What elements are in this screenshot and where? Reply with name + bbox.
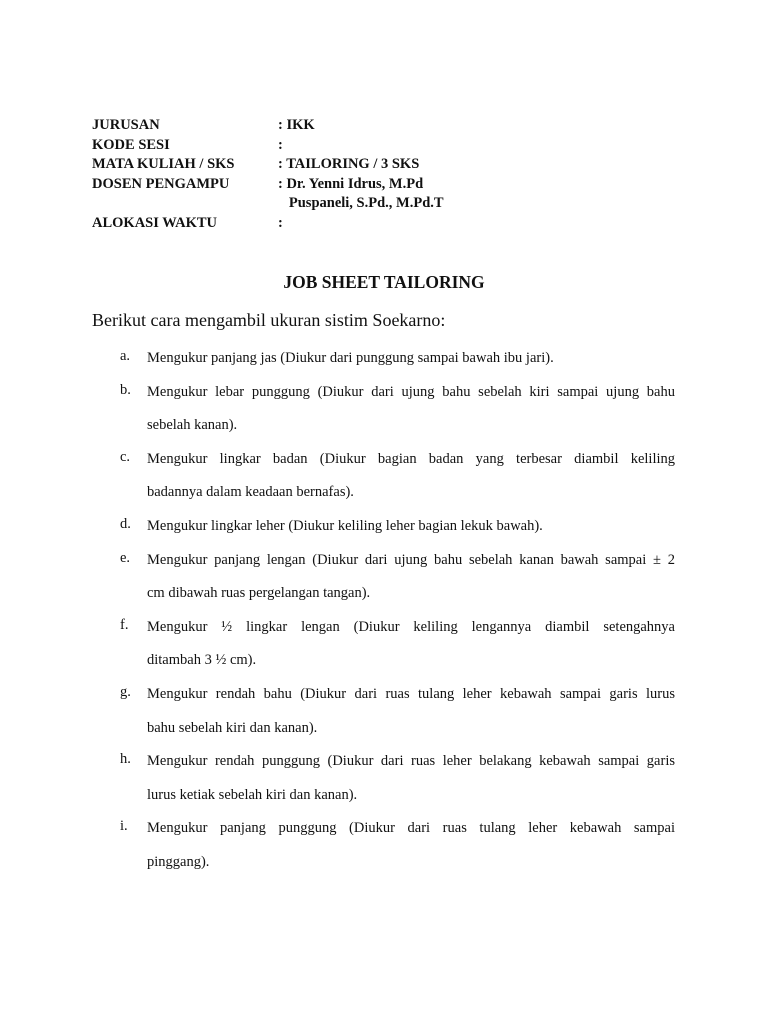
- list-item: [120, 382, 675, 449]
- list-item: [120, 348, 675, 382]
- list-item: [120, 617, 675, 684]
- header-row: [92, 175, 444, 195]
- header-label: ALOKASI WAKTU: [92, 214, 218, 231]
- list-item: [120, 818, 675, 885]
- header-label: MATA KULIAH / SKS: [92, 156, 235, 172]
- header-value: :: [278, 136, 283, 153]
- header-row: [92, 136, 444, 156]
- header-row: [92, 155, 444, 175]
- header-label: [92, 194, 278, 214]
- list-marker: e.: [120, 549, 131, 566]
- list-marker: d.: [120, 515, 131, 532]
- list-marker: f.: [120, 616, 129, 633]
- list-marker: c.: [120, 448, 131, 465]
- list-marker: i.: [120, 818, 128, 835]
- list-item-text: Mengukur panjang jas (Diukur dari punggung sampai bawah ibu jari).: [147, 350, 554, 366]
- header-label: DOSEN PENGAMPU: [92, 175, 230, 192]
- list-item-text: Mengukur panjang punggung (Diukur dari ruas tulang leher kebawah sampai: [147, 820, 675, 837]
- list-marker: h.: [120, 751, 131, 768]
- list-marker: a.: [120, 348, 131, 364]
- list-item: [120, 751, 675, 818]
- list-item-text: cm dibawah ruas pergelangan tangan).: [147, 585, 371, 602]
- intro-text: Berikut cara mengambil ukuran sistim Soekarno:: [92, 310, 446, 330]
- list-item-text: sebelah kanan).: [147, 417, 238, 434]
- list-item-text: Mengukur lingkar badan (Diukur bagian badan yang terbesar diambil keliling: [147, 450, 675, 467]
- measurement-list: [120, 348, 675, 886]
- header-value: : TAILORING / 3 SKS: [278, 156, 420, 172]
- header-row: [92, 116, 444, 136]
- list-item: [120, 516, 675, 550]
- header-row: [92, 214, 444, 234]
- header-value: : IKK: [278, 117, 315, 133]
- list-marker: g.: [120, 683, 131, 700]
- header-label: JURUSAN: [92, 117, 160, 133]
- list-item-text: Mengukur ½ lingkar lengan (Diukur keliling lengannya diambil setengahnya: [147, 618, 675, 635]
- header-value: : Dr. Yenni Idrus, M.Pd: [278, 175, 424, 192]
- list-item-text: Mengukur rendah bahu (Diukur dari ruas tulang leher kebawah sampai garis lurus: [147, 685, 675, 702]
- list-item-text: pinggang).: [147, 853, 210, 870]
- list-item-text: bahu sebelah kiri dan kanan).: [147, 719, 318, 736]
- list-item-text: Mengukur lebar punggung (Diukur dari ujung bahu sebelah kiri sampai ujung bahu: [147, 383, 675, 400]
- list-item-text: Mengukur panjang lengan (Diukur dari ujung bahu sebelah kanan bawah sampai ± 2: [147, 551, 675, 568]
- list-item-text: Mengukur lingkar leher (Diukur keliling leher bagian lekuk bawah).: [147, 517, 543, 534]
- list-item-text: badannya dalam keadaan bernafas).: [147, 484, 354, 501]
- header-row: [92, 194, 444, 214]
- list-item: [120, 550, 675, 617]
- list-marker: b.: [120, 381, 131, 398]
- document-title: JOB SHEET TAILORING: [283, 272, 485, 292]
- document-header: [92, 116, 444, 233]
- list-item: [120, 684, 675, 751]
- list-item-text: Mengukur rendah punggung (Diukur dari ruas leher belakang kebawah sampai garis: [147, 753, 675, 770]
- list-item-text: ditambah 3 ½ cm).: [147, 652, 257, 669]
- header-label: KODE SESI: [92, 136, 170, 153]
- list-item-text: lurus ketiak sebelah kiri dan kanan).: [147, 786, 358, 803]
- list-item: [120, 449, 675, 516]
- header-value: :: [278, 214, 283, 231]
- header-value: Puspaneli, S.Pd., M.Pd.T: [278, 195, 444, 211]
